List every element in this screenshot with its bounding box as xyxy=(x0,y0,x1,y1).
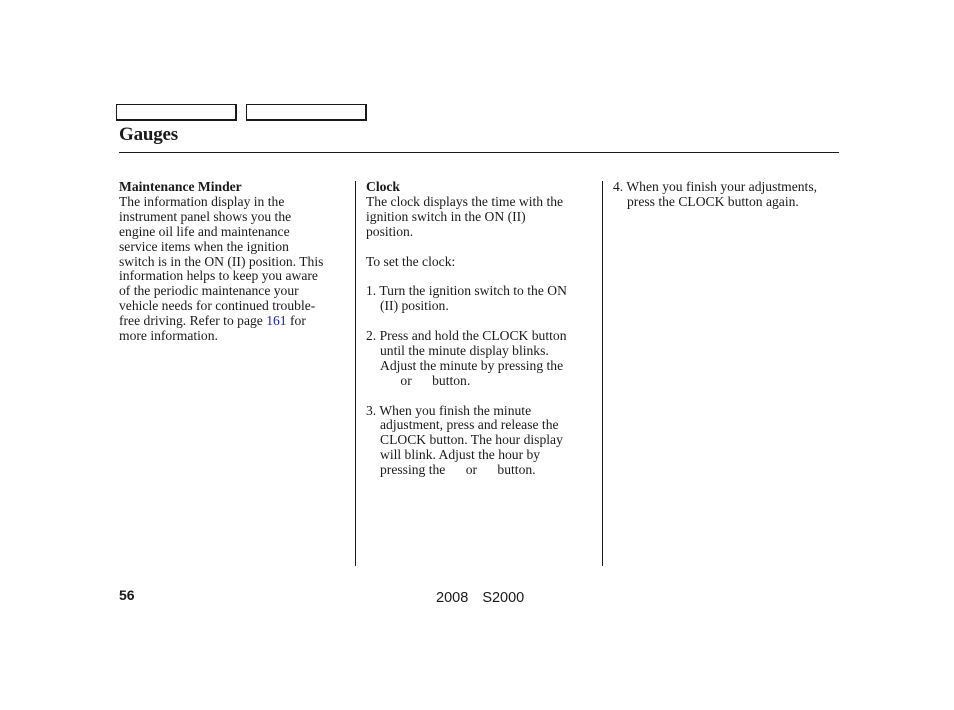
step-line: press the CLOCK button again. xyxy=(627,193,799,209)
body-line: switch is in the ON (II) position. This xyxy=(119,253,324,269)
section-heading: Clock xyxy=(366,179,400,194)
clock-column xyxy=(366,180,596,478)
step-line: 4. When you finish your adjustments, xyxy=(613,179,818,194)
step-line: 2. Press and hold the CLOCK button xyxy=(366,328,567,344)
body-line: service items when the ignition xyxy=(119,238,289,254)
step-4-column xyxy=(613,180,845,210)
step-line: or button. xyxy=(380,372,471,388)
body-line: vehicle needs for continued trouble- xyxy=(119,298,316,314)
body-line: position. xyxy=(366,223,414,239)
step-line: 3. When you finish the minute xyxy=(366,402,532,418)
title-divider xyxy=(119,152,839,153)
step-4 xyxy=(613,180,845,210)
refer-line xyxy=(119,314,351,329)
body-line: The clock displays the time with the xyxy=(366,193,564,209)
step-line: will blink. Adjust the hour by xyxy=(380,447,541,463)
step-line: (II) position. xyxy=(380,298,449,314)
nav-button-2[interactable] xyxy=(246,104,367,121)
page-title: Gauges xyxy=(119,124,178,145)
step-2 xyxy=(366,329,596,389)
page-link[interactable]: 161 xyxy=(266,313,287,329)
column-divider xyxy=(355,181,356,566)
page-number: 56 xyxy=(119,587,135,603)
body-line: engine oil life and maintenance xyxy=(119,223,290,239)
body-line: The information display in the xyxy=(119,193,285,209)
step-line: pressing the or button. xyxy=(380,462,536,478)
body-line: more information. xyxy=(119,328,218,344)
step-line: adjustment, press and release the xyxy=(380,417,559,433)
nav-button-1[interactable] xyxy=(116,104,237,121)
maintenance-minder-column xyxy=(119,180,351,344)
body-line: ignition switch in the ON (II) xyxy=(366,208,526,224)
step-1 xyxy=(366,284,596,314)
step-line: 1. Turn the ignition switch to the ON xyxy=(366,283,567,299)
footer-title: 2008 S2000 xyxy=(436,590,525,606)
step-3 xyxy=(366,404,596,479)
body-line: instrument panel shows you the xyxy=(119,208,292,224)
refer-text-after: for xyxy=(286,313,306,329)
step-line: until the minute display blinks. xyxy=(380,342,549,358)
section-heading: Maintenance Minder xyxy=(119,179,242,194)
step-line: Adjust the minute by pressing the xyxy=(380,357,564,373)
body-line: of the periodic maintenance your xyxy=(119,283,299,299)
column-divider xyxy=(602,181,603,566)
step-line: CLOCK button. The hour display xyxy=(380,432,563,448)
body-line: To set the clock: xyxy=(366,253,456,269)
refer-text: free driving. Refer to page xyxy=(119,313,267,329)
body-line: information helps to keep you aware xyxy=(119,268,318,284)
